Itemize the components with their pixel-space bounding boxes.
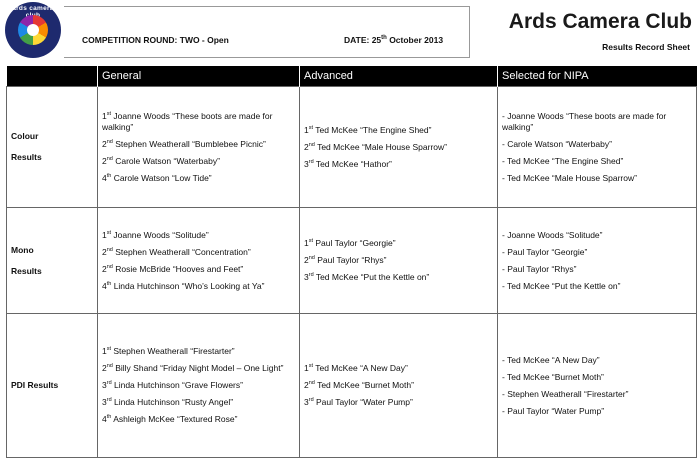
placing: 4 (102, 172, 107, 183)
result-entry (304, 380, 493, 391)
placing-suffix: th (106, 280, 112, 287)
entry-text: Paul Taylor “Water Pump” (313, 397, 413, 407)
placing-suffix: th (106, 414, 112, 421)
entry-text: Ted McKee “The Engine Shed” (313, 124, 432, 135)
cell-nipa (498, 314, 697, 458)
entry-text: Ted McKee “Put the Kettle on” (313, 272, 430, 282)
nipa-entry: - Ted McKee “Burnet Moth” (502, 371, 604, 382)
placing-suffix: nd (106, 246, 113, 253)
result-entry (304, 238, 493, 249)
entry-text: Linda Hutchinson “Who’s Looking at Ya” (111, 280, 265, 291)
entry-text: Paul Taylor “Georgie” (313, 238, 396, 248)
result-entry (304, 125, 493, 136)
placing: 3 (304, 272, 309, 282)
placing-suffix: th (106, 172, 112, 179)
entry-text: Carole Watson “Low Tide” (111, 172, 212, 183)
nipa-entry: - Paul Taylor “Rhys” (502, 263, 577, 274)
placing: 4 (102, 414, 107, 424)
placing: 1 (102, 110, 107, 121)
result-entry (102, 281, 295, 292)
placing: 3 (304, 397, 309, 407)
entry-text: Ted McKee “Burnet Moth” (314, 380, 414, 390)
result-entry (102, 414, 295, 425)
date-suffix: October 2013 (386, 35, 444, 45)
column-header-advanced: Advanced (300, 66, 498, 87)
result-entry (304, 363, 493, 374)
placing: 1 (304, 363, 309, 373)
entry-text: Stephen Weatherall “Concentration” (112, 246, 251, 257)
cell-nipa (498, 87, 697, 208)
nipa-entry: - Ted McKee “A New Day” (502, 354, 600, 365)
row-heading-line: Results (11, 152, 42, 162)
nipa-entry: - Stephen Weatherall “Firestarter” (502, 388, 629, 399)
placing-suffix: st (106, 110, 112, 117)
placing: 2 (304, 380, 309, 390)
row-heading-line: PDI Results (11, 380, 59, 390)
result-entry (102, 346, 295, 357)
placing-suffix: nd (106, 155, 113, 162)
logo-text: ards camera (12, 5, 54, 12)
entry-text: Ted McKee “Male House Sparrow” (314, 141, 447, 152)
result-entry (102, 363, 295, 374)
club-logo (5, 2, 61, 58)
date-prefix: DATE: 25 (344, 35, 382, 45)
table-row (7, 87, 697, 208)
row-heading (7, 208, 98, 314)
entry-text: Rosie McBride “Hooves and Feet” (112, 263, 244, 274)
entry-text: Joanne Woods “These boots are made for walking” (102, 110, 273, 132)
result-entry (102, 111, 295, 133)
placing: 2 (304, 141, 309, 152)
result-entry (102, 156, 295, 167)
nipa-entry: - Paul Taylor “Georgie” (502, 246, 588, 257)
result-entry (102, 264, 295, 275)
column-header-nipa: Selected for NIPA (498, 66, 697, 87)
placing-suffix: rd (106, 380, 112, 387)
placing-suffix: st (308, 363, 314, 370)
placing: 1 (102, 346, 107, 356)
placing-suffix: nd (106, 138, 113, 145)
nipa-entry: - Carole Watson “Waterbaby” (502, 138, 612, 149)
placing-suffix: nd (308, 380, 315, 387)
nipa-entry: - Ted McKee “The Engine Shed” (502, 155, 624, 166)
placing: 1 (304, 238, 309, 248)
entry-text: Ted McKee “A New Day” (313, 363, 408, 373)
result-entry (304, 159, 493, 170)
cell-advanced (300, 87, 498, 208)
placing-suffix: rd (308, 397, 314, 404)
placing: 2 (304, 255, 309, 265)
row-heading-line: Mono (11, 244, 34, 255)
cell-general (98, 314, 300, 458)
result-entry (304, 255, 493, 266)
placing: 2 (102, 363, 107, 373)
cell-general (98, 208, 300, 314)
placing: 4 (102, 280, 107, 291)
nipa-entry: - Joanne Woods “Solitude” (502, 229, 603, 240)
cell-nipa (498, 208, 697, 314)
date-suffix-sup: th (381, 35, 387, 42)
result-entry (304, 397, 493, 408)
result-entry (102, 247, 295, 258)
entry-text: Linda Hutchinson “Grave Flowers” (111, 380, 243, 390)
results-table (6, 66, 697, 458)
placing: 1 (102, 229, 107, 240)
placing: 3 (102, 397, 107, 407)
aperture-center (27, 24, 39, 36)
result-entry (102, 230, 295, 241)
placing: 2 (102, 263, 107, 274)
placing-suffix: st (308, 124, 314, 131)
entry-text: Joanne Woods “Solitude” (111, 229, 209, 240)
nipa-entry: - Ted McKee “Put the Kettle on” (502, 280, 621, 291)
placing: 1 (304, 124, 309, 135)
row-heading (7, 87, 98, 208)
row-heading-line: Results (11, 265, 42, 276)
placing: 2 (102, 138, 107, 149)
result-entry (102, 380, 295, 391)
club-title: Ards Camera Club (508, 10, 692, 33)
nipa-entry: - Ted McKee “Male House Sparrow” (502, 172, 637, 183)
placing-suffix: nd (308, 141, 315, 148)
result-entry (304, 142, 493, 153)
column-header-general: General (98, 66, 300, 87)
column-header (7, 66, 98, 87)
result-entry (102, 139, 295, 150)
nipa-entry: - Paul Taylor “Water Pump” (502, 405, 605, 416)
placing-suffix: rd (308, 272, 314, 279)
placing-suffix: rd (106, 397, 112, 404)
result-entry (102, 397, 295, 408)
cell-advanced (300, 208, 498, 314)
placing-suffix: rd (308, 158, 314, 165)
table-row (7, 314, 697, 458)
competition-date (344, 35, 443, 45)
entry-text: Stephen Weatherall “Bumblebee Picnic” (112, 138, 266, 149)
table-row (7, 208, 697, 314)
row-heading (7, 314, 98, 458)
nipa-entry: - Joanne Woods “These boots are made for walking” (502, 110, 667, 132)
entry-text: Linda Hutchinson “Rusty Angel” (111, 397, 234, 407)
placing: 2 (102, 155, 107, 166)
entry-text: Carole Watson “Waterbaby” (112, 155, 220, 166)
cell-general (98, 87, 300, 208)
competition-round: COMPETITION ROUND: TWO - Open (82, 35, 229, 45)
table-header-row (7, 66, 697, 87)
placing-suffix: st (308, 238, 314, 245)
placing-suffix: nd (106, 263, 113, 270)
placing-suffix: st (106, 229, 112, 236)
placing-suffix: nd (106, 363, 113, 370)
row-heading-line: Colour (11, 131, 39, 141)
entry-text: Stephen Weatherall “Firestarter” (111, 346, 235, 356)
result-entry (102, 173, 295, 184)
sheet-subtitle: Results Record Sheet (602, 42, 690, 52)
placing-suffix: st (106, 346, 112, 353)
cell-advanced (300, 314, 498, 458)
placing-suffix: nd (308, 255, 315, 262)
entry-text: Ted McKee “Hathor” (313, 158, 392, 169)
entry-text: Paul Taylor “Rhys” (314, 255, 387, 265)
placing: 3 (304, 158, 309, 169)
entry-text: Ashleigh McKee “Textured Rose” (111, 414, 238, 424)
entry-text: Billy Shand “Friday Night Model – One Light” (112, 363, 284, 373)
result-entry (304, 272, 493, 283)
placing: 3 (102, 380, 107, 390)
competition-info-box (64, 6, 470, 58)
placing: 2 (102, 246, 107, 257)
